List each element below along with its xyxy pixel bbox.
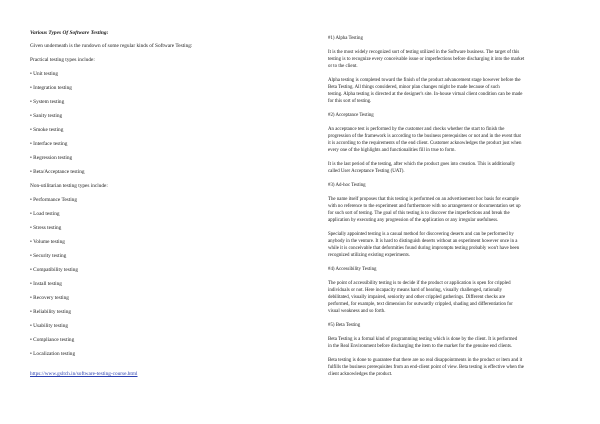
list-item: • Performance Testing [30,197,77,203]
paragraph-line: Beta Testing. All things considered, minor plan changes might be made because of such [328,85,500,90]
paragraph-line: The point of accessibility testing is to decide if the product or application is open for crippled [328,281,511,286]
paragraph-line: The name itself proposes that this testing is performed on an advertisement hoc basis for example [328,197,519,202]
paragraph-line: debilitated, visually impaired, seniority and other crippled gatherings. Different checks are [328,295,506,300]
paragraph-line: visual weakness and so forth. [328,309,386,314]
paragraph-line: recognized utilizing existing experiments. [328,253,411,258]
paragraph-line: Alpha testing is completed toward the finish of the product advancement stage however before the [328,78,521,83]
intro-text: Given underneath is the rundown of some regular kinds of Software Testing: [30,43,193,49]
list-item: • Security testing [30,253,67,259]
paragraph-line: for this sort of testing. [328,99,372,104]
list-item: • Integration testing [30,85,72,91]
list-item: • Sanity testing [30,113,63,119]
section-heading: #2) Acceptance Testing [328,113,374,118]
list-item: • Usability testing [30,323,69,329]
paragraph-line: Specially appointed testing is a casual method for discovering deserts and can be performed by [328,232,514,237]
paragraph-line: An acceptance test is performed by the customer and checks whether the start to finish the [328,127,505,132]
paragraph-line: for such sort of testing. The goal of this testing is to discover the imperfections and break the [328,211,510,216]
paragraph-line: anybody in the venture. It is hard to distinguish deserts without an experiment however once in a [328,239,518,244]
list-item: • Smoke testing [30,127,64,133]
paragraph-line: individuals or not. Here incapacity means hard of hearing, visually challenged, rationally [328,288,503,293]
list-item: • Reliability testing [30,309,71,315]
paragraph-line: Beta Testing is a formal kind of programming testing which is done by the client. It is performed [328,337,518,342]
section-heading: #3) Ad-hoc Testing [328,183,366,188]
paragraph-line: fulfills the business prerequisites from an end-client point of view. Beta testing is effective when the [328,365,524,370]
list-item: • Localization testing [30,351,76,357]
paragraph-line: It is the last period of the testing, after which the product goes into creation. This is additionally [328,162,516,167]
functional-types-title: Practical testing types include: [30,57,95,63]
paragraph-line: in the Real Environment before discharging the item to the market for the genuine end clients. [328,344,513,349]
list-item: • Install testing [30,281,62,287]
list-item: • Beta/Acceptance testing [30,169,85,175]
section-heading: Various Types Of Software Testing: [30,30,109,36]
paragraph-line: testing. Alpha testing is directed at the designer's site. In-house virtual client condition can be made [328,92,523,97]
list-item: • Unit testing [30,71,59,77]
list-item: • System testing [30,99,65,105]
section-heading: #4) Accessibility Testing [328,267,377,272]
section-heading: #5) Beta Testing [328,323,361,328]
paragraph-line: it is according to the requirements of the end client. Customer acknowledges the product just when [328,141,522,146]
paragraph-line: performed, for example, text dimension for outwardly crippled, shading and differentiation for [328,302,513,307]
list-item: • Volume testing [30,239,65,245]
nonfunctional-types-title: Non-utilitarian testing types include: [30,183,108,189]
list-item: • Load testing [30,211,60,217]
list-item: • Interface testing [30,141,68,147]
paragraph-line: with no reference to the experiment and furthermore with no arrangement or documentation set up [328,204,521,209]
paragraph-line: every one of the highlights and functionalities fill in true to form. [328,148,456,153]
paragraph-line: testing is to recognize every conceivable issue or imperfections before discharging it into the market [328,57,525,62]
section-heading: #1) Alpha Testing [328,36,363,41]
paragraph-line: called User Acceptance Testing (UAT). [328,169,405,174]
paragraph-line: progression of the framework is according to the business prerequisites or not and in the event that [328,134,521,139]
paragraph-line: Beta testing is done to guarantee that there are no real disappointments in the product or item and it [328,358,523,363]
list-item: • Compliance testing [30,337,75,343]
paragraph-line: application by executing any progression of the application or any irregular usefulness. [328,218,499,223]
course-link[interactable]: https://www.gsltch.in/software-testing-course.html [30,371,138,377]
list-item: • Regression testing [30,155,73,161]
list-item: • Recovery testing [30,295,69,301]
list-item: • Compatibility testing [30,267,79,273]
paragraph-line: or to the client. [328,64,358,69]
paragraph-line: while it is conceivable that deformities found during impromptu testing probably won't have been [328,246,520,251]
list-item: • Stress testing [30,225,62,231]
paragraph-line: client acknowledges the product. [328,372,393,377]
paragraph-line: It is the most widely recognized sort of testing utilized in the Software business. The target of this [328,50,520,55]
